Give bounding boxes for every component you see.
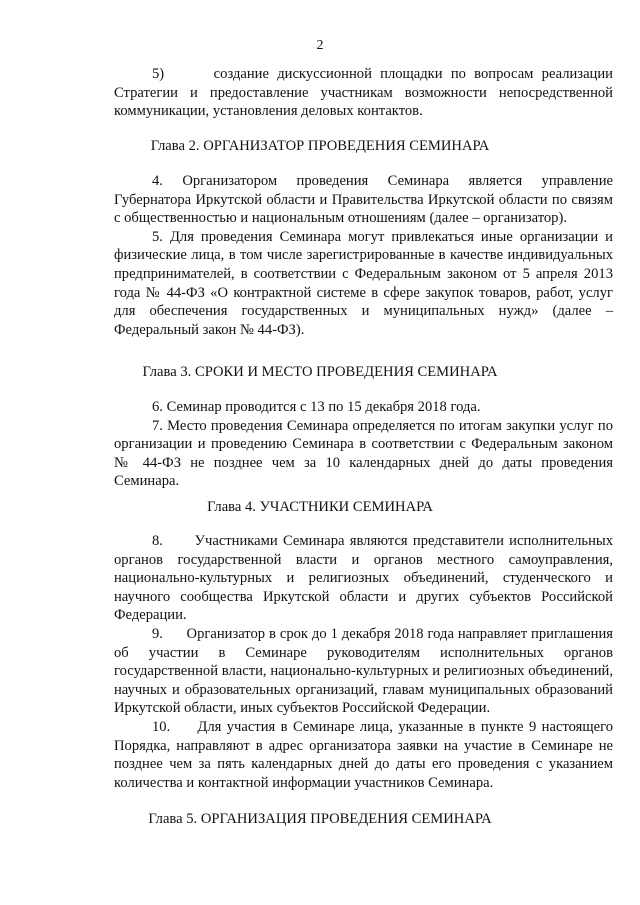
- paragraph-8: 8. Участниками Семинара являются представители исполнительных органов государственной власти и органов местного самоуправления, национально-культурных и религиозных объединений, студенческого и научного сообщества Иркутской области и других субъектов Российской Федерации.: [114, 533, 613, 624]
- chapter-3-body: [114, 398, 613, 491]
- paragraph-5-goals: [114, 65, 613, 121]
- chapter-4-title: Глава 4. УЧАСТНИКИ СЕМИНАРА: [207, 499, 433, 515]
- page-number: 2: [316, 38, 324, 53]
- paragraph-7: 7. Место проведения Семинара определяется по итогам закупки услуг по организации и проведению Семинара в соответствии с Федеральным законом № 44-ФЗ не позднее чем за 10 календарных дней до даты проведения Семинара.: [114, 417, 613, 490]
- chapter-4-body: [114, 532, 613, 792]
- paragraph-6: 6. Семинар проводится с 13 по 15 декабря 2018 года.: [152, 399, 481, 415]
- paragraph-10: 10. Для участия в Семинаре лица, указанные в пункте 9 настоящего Порядка, направляют в адрес организатора заявки на участие в Семинаре не позднее чем за пять календарных дней до даты его проведения с указанием количества и контактной информации участников Семинара.: [114, 718, 613, 791]
- paragraph-4: 4. Организатором проведения Семинара является управление Губернатора Иркутской области и Правительства Иркутской области по связям с общественностью и национальным отношениям (далее – организатор).: [114, 173, 613, 227]
- chapter-2-body: [114, 172, 613, 339]
- chapter-5-title: Глава 5. ОРГАНИЗАЦИЯ ПРОВЕДЕНИЯ СЕМИНАРА: [148, 811, 492, 827]
- paragraph-text: 5) создание дискуссионной площадки по вопросам реализации Стратегии и предоставление участникам возможности непосредственной коммуникации, установления деловых контактов.: [114, 66, 613, 120]
- chapter-2-title: Глава 2. ОРГАНИЗАТОР ПРОВЕДЕНИЯ СЕМИНАРА: [150, 138, 490, 154]
- paragraph-9: 9. Организатор в срок до 1 декабря 2018 года направляет приглашения об участии в Семинаре руководителям исполнительных органов государственной власти, национально-культурных и религиозных объединений, научных и образовательных организаций, главам муниципальных образований Иркутской области, иных субъектов Российской Федерации.: [114, 625, 613, 717]
- chapter-3-title: Глава 3. СРОКИ И МЕСТО ПРОВЕДЕНИЯ СЕМИНАРА: [142, 364, 498, 380]
- paragraph-5: 5. Для проведения Семинара могут привлекаться иные организации и физические лица, в том числе зарегистрированные в качестве индивидуальных предпринимателей, в соответствии с Федеральным законом от 5 апреля 2013 года № 44-ФЗ «О контрактной системе в сфере закупок товаров, работ, услуг для обеспечения государственных и муниципальных нужд» (далее – Федеральный закон № 44-ФЗ).: [114, 228, 613, 338]
